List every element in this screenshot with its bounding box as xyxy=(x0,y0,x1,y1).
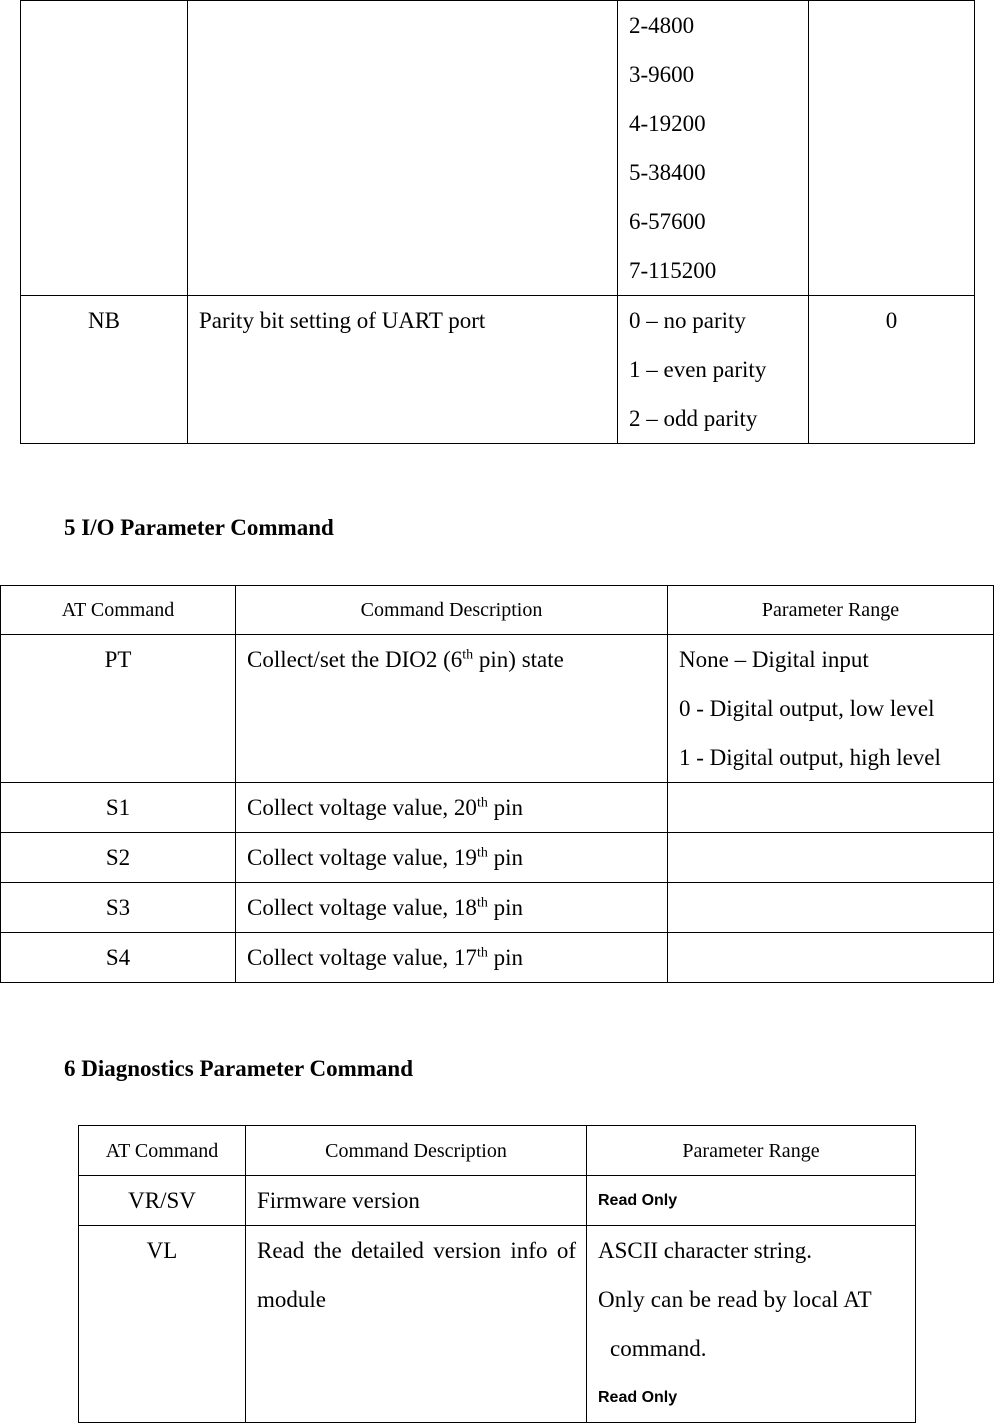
range-cell xyxy=(587,1226,916,1423)
range-line: 1 - Digital output, high level xyxy=(679,745,941,770)
read-only-label: Read Only xyxy=(598,1192,678,1209)
command-cell: VL xyxy=(79,1226,246,1423)
range-line: command. xyxy=(610,1336,707,1361)
range-line: Only can be read by local AT xyxy=(598,1287,872,1312)
uart-settings-table xyxy=(20,0,975,444)
empty-cell xyxy=(668,783,994,833)
table-row xyxy=(1,783,994,833)
range-cell xyxy=(668,635,994,783)
column-header: Parameter Range xyxy=(587,1126,916,1176)
read-only-label: Read Only xyxy=(598,1389,678,1406)
empty-cell xyxy=(809,1,975,296)
baud-rate-values xyxy=(618,1,809,296)
section-heading: 5 I/O Parameter Command xyxy=(64,515,334,540)
table-row xyxy=(1,635,994,783)
range-line: 1 – even parity xyxy=(629,357,767,382)
description-cell: Read the detailed version info of module xyxy=(246,1226,587,1423)
column-header: AT Command xyxy=(79,1126,246,1176)
description-cell: Collect/set the DIO2 (6th pin) state xyxy=(236,635,668,783)
column-header: Parameter Range xyxy=(668,586,994,635)
table-header-row xyxy=(79,1126,916,1176)
table-row xyxy=(79,1226,916,1423)
baud-value: 4-19200 xyxy=(629,111,706,136)
description-cell: Parity bit setting of UART port xyxy=(188,296,618,444)
baud-value: 3-9600 xyxy=(629,62,695,87)
table-row xyxy=(1,883,994,933)
description-cell: Firmware version xyxy=(246,1176,587,1226)
range-line: ASCII character string. xyxy=(598,1238,812,1263)
command-cell: S4 xyxy=(1,933,236,983)
range-cell xyxy=(587,1176,916,1226)
column-header: Command Description xyxy=(246,1126,587,1176)
description-cell: Collect voltage value, 20th pin xyxy=(236,783,668,833)
baud-value: 7-115200 xyxy=(629,258,717,283)
column-header: Command Description xyxy=(236,586,668,635)
baud-value: 2-4800 xyxy=(629,13,695,38)
description-cell: Collect voltage value, 18th pin xyxy=(236,883,668,933)
command-cell: VR/SV xyxy=(79,1176,246,1226)
command-cell: S1 xyxy=(1,783,236,833)
empty-cell xyxy=(668,933,994,983)
table-row xyxy=(1,833,994,883)
default-cell: 0 xyxy=(809,296,975,444)
diagnostics-parameter-table xyxy=(78,1125,916,1423)
command-cell: PT xyxy=(1,635,236,783)
column-header: AT Command xyxy=(1,586,236,635)
baud-value: 6-57600 xyxy=(629,209,706,234)
table-row xyxy=(21,1,975,296)
range-cell xyxy=(618,296,809,444)
range-line: 0 – no parity xyxy=(629,308,746,333)
baud-value: 5-38400 xyxy=(629,160,706,185)
command-cell: S3 xyxy=(1,883,236,933)
description-cell: Collect voltage value, 19th pin xyxy=(236,833,668,883)
table-row xyxy=(21,296,975,444)
range-line: 0 - Digital output, low level xyxy=(679,696,935,721)
empty-cell xyxy=(21,1,188,296)
empty-cell xyxy=(668,883,994,933)
range-line: 2 – odd parity xyxy=(629,406,758,431)
command-cell: NB xyxy=(21,296,188,444)
description-cell: Collect voltage value, 17th pin xyxy=(236,933,668,983)
io-parameter-table xyxy=(0,585,994,983)
empty-cell xyxy=(188,1,618,296)
command-cell: S2 xyxy=(1,833,236,883)
empty-cell xyxy=(668,833,994,883)
range-line: None – Digital input xyxy=(679,647,869,672)
table-row xyxy=(1,933,994,983)
section-heading: 6 Diagnostics Parameter Command xyxy=(64,1056,413,1081)
table-header-row xyxy=(1,586,994,635)
table-row xyxy=(79,1176,916,1226)
